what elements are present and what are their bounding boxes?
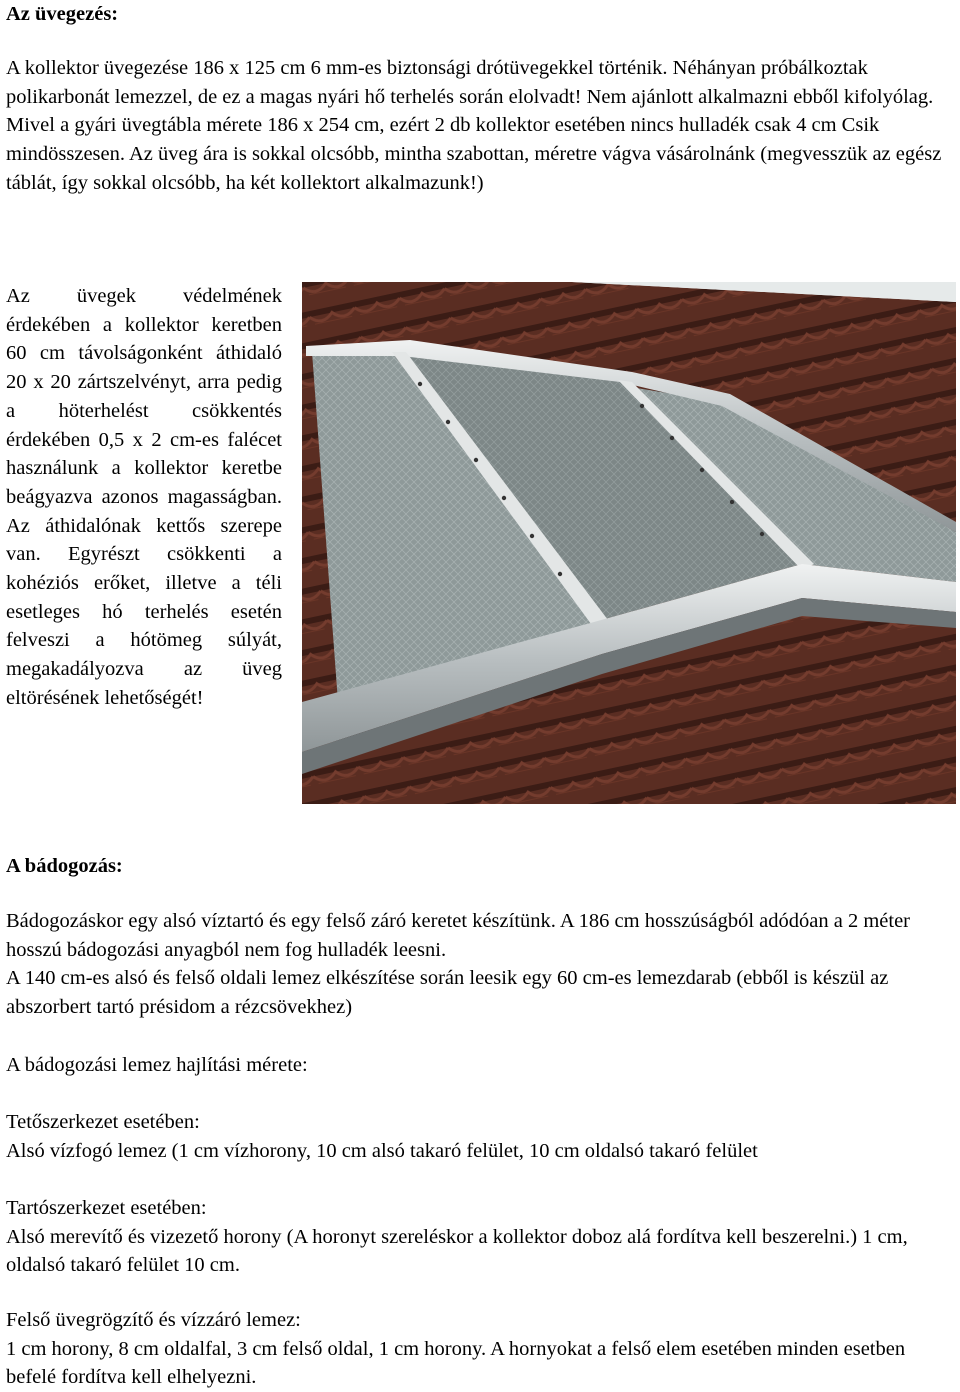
collector-roof-illustration xyxy=(302,282,956,804)
top-sheet-block xyxy=(6,1306,950,1392)
support-structure-text: Alsó merevítő és vizezető horony (A horonyt szereléskor a kollektor doboz alá fordítva kell beszerelni.) 1 cm, oldalsó takaró felület 10 cm. xyxy=(6,1225,908,1277)
glazing-side-paragraph: Az üvegek védelmének érdekében a kollektor keretben 60 cm távolságonként áthidaló 20 x 20 zártszelvényt, arra pedig a höterhelést csökkentés érdekében 0,5 x 2 cm-es falécet használunk a kollektor keretbe beágyazva azonos magasságban. Az áthidalónak kettős szerepe van. Egyrészt csökkenti a kohéziós erőket, illetve a téli esetleges hó terhelés esetén felveszi a hótömeg súlyát, megakadályozva az üveg eltörésének lehetőségét! xyxy=(6,285,282,709)
section-heading-glazing: Az üvegezés: xyxy=(6,3,119,25)
support-structure-block xyxy=(6,1194,950,1280)
glazing-paragraph: A kollektor üvegezése 186 x 125 cm 6 mm-es biztonsági drótüvegekkel történik. Néhányan próbálkoztak polikarbonát lemezzel, de ez a magas nyári hő terhelés során elolvadt! Nem ajánlott alkalmazni ebből kifolyólag. Mivel a gyári üvegtábla mérete 186 x 254 cm, ezért 2 db kollektor esetében nincs hulladék csak 4 cm Csik mindösszesen. Az üveg ára is sokkal olcsóbb, mintha szabottan, méretre vágva vásárolnánk (megvesszük az egész táblát, így sokkal olcsóbb, ha két kollektort alkalmazunk!) xyxy=(6,57,942,194)
roof-structure-block xyxy=(6,1108,950,1165)
top-sheet-title: Felső üvegrögzítő és vízzáró lemez: xyxy=(6,1309,301,1331)
solar-collector-photo xyxy=(302,282,956,804)
bend-size-title: A bádogozási lemez hajlítási mérete: xyxy=(6,1054,308,1076)
top-sheet-text: 1 cm horony, 8 cm oldalfal, 3 cm felső oldal, 1 cm horony. A hornyokat a felső elem esetében minden esetben befelé fordítva kell elhelyezni. xyxy=(6,1337,906,1389)
roof-structure-text: Alsó vízfogó lemez (1 cm vízhorony, 10 cm alsó takaró felület, 10 cm oldalsó takaró felület xyxy=(6,1139,758,1162)
tinwork-paragraph-line1: Bádogozáskor egy alsó víztartó és egy felső záró keretet készítünk. A 186 cm hosszúságból adódóan a 2 méter hosszú bádogozási anyagból nem fog hulladék leesni. xyxy=(6,910,911,961)
section-heading-tinwork: A bádogozás: xyxy=(6,855,123,877)
roof-structure-title: Tetőszerkezet esetében: xyxy=(6,1111,200,1133)
support-structure-title: Tartószerkezet esetében: xyxy=(6,1197,207,1219)
tinwork-paragraph-line2: A 140 cm-es alsó és felső oldali lemez elkészítése során leesik egy 60 cm-es lemezdarab (ebből is készül az abszorbert tartó présidom a rézcsövekhez) xyxy=(6,967,889,1019)
tinwork-paragraph xyxy=(6,907,950,1022)
